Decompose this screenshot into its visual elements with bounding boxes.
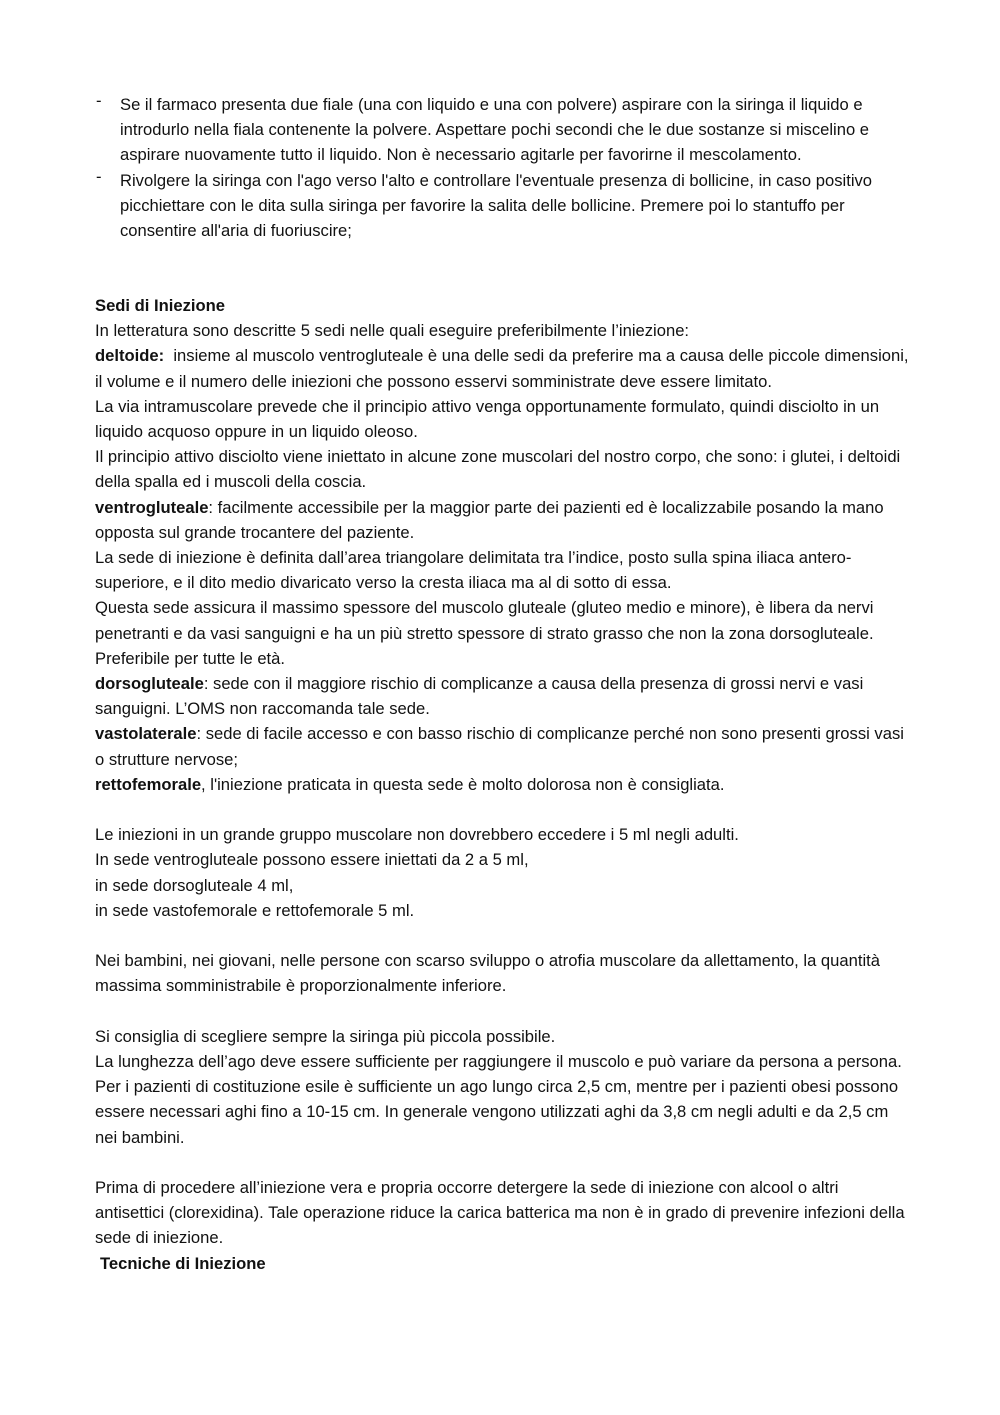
term-deltoide: deltoide:: [95, 346, 165, 366]
paragraph-ventrogluteale: [95, 495, 910, 545]
vastolaterale-text: : sede di facile accesso e con basso rischio di complicanze perché non sono presenti grossi vasi o strutture nervose;: [95, 724, 904, 769]
paragraph-via: La via intramuscolare prevede che il principio attivo venga opportunamente formulato, quindi disciolto in un liquido acquoso oppure in un liquido oleoso.: [95, 396, 880, 442]
paragraph-vastolaterale: [95, 721, 910, 771]
paragraph-dorsogluteale: [95, 671, 910, 721]
list-item: [96, 168, 896, 244]
section-heading-sedi: Sedi di Iniezione: [95, 296, 226, 315]
section-heading-tecniche: Tecniche di Iniezione: [100, 1253, 266, 1273]
paragraph-questa: Questa sede assicura il massimo spessore del muscolo gluteale (gluteo medio e minore), è libera da nervi penetranti e da vasi sanguigni e ha un più stretto spessore di strato grasso che non la zona dorsogluteale. Preferibile per tutte le età.: [95, 598, 874, 668]
term-vastolaterale: vastolaterale: [95, 724, 197, 744]
term-ventrogluteale: ventrogluteale: [95, 497, 209, 517]
bullet-text: Se il farmaco presenta due fiale (una con liquido e una con polvere) aspirare con la siringa il liquido e introdurlo nella fiala contenente la polvere. Aspettare pochi secondi che le due sostanze si miscelino e aspirare nuovamente tutto il liquido. Non è necessario agitarle per favorirne il mescolamento.: [120, 95, 870, 165]
ventrogluteale-text: : facilmente accessibile per la maggior parte dei pazienti ed è localizzabile posando la mano opposta sul grande trocantere del paziente.: [95, 497, 884, 542]
paragraph-sede: La sede di iniezione è definita dall’area triangolare delimitata tra l’indice, posto sulla spina iliaca antero-superiore, e il dito medio divaricato verso la cresta iliaca ma al di sotto di essa.: [95, 548, 852, 593]
bullet-list: [96, 92, 896, 243]
paragraph-intro: In letteratura sono descritte 5 sedi nelle quali eseguire preferibilmente l’iniezione:: [95, 321, 690, 341]
paragraph-ago: La lunghezza dell’ago deve essere sufficiente per raggiungere il muscolo e può variare da persona a persona. Per i pazienti di costituzione esile è sufficiente un ago lungo circa 2,5 cm, mentre per i pazienti obesi possono essere necessari aghi fino a 10-15 cm. In generale vengono utilizzati aghi da 3,8 cm negli adulti e da 2,5 cm nei bambini.: [95, 1052, 902, 1147]
rettofemorale-text: , l'iniezione praticata in questa sede è molto dolorosa non è consigliata.: [201, 774, 725, 794]
paragraph-prima: Prima di procedere all’iniezione vera e propria occorre detergere la sede di iniezione con alcool o altri antisettici (clorexidina). Tale operazione riduce la carica batterica ma non è in grado di prevenire infezioni della sede di iniezione.: [95, 1178, 905, 1248]
paragraph-deltoide: [95, 343, 914, 393]
paragraph-siringa: Si consiglia di scegliere sempre la siringa più piccola possibile.: [95, 1026, 556, 1046]
paragraph-volumi-2: In sede ventrogluteale possono essere iniettati da 2 a 5 ml,: [95, 850, 529, 870]
deltoide-text: insieme al muscolo ventrogluteale è una delle sedi da preferire ma a causa delle piccole dimensioni, il volume e il numero delle iniezioni che possono esservi somministrate deve essere limitato.: [95, 346, 914, 391]
term-rettofemorale: rettofemorale: [95, 774, 202, 794]
paragraph-volumi-3: in sede dorsogluteale 4 ml,: [95, 875, 294, 895]
dorsogluteale-text: : sede con il maggiore rischio di complicanze a causa della presenza di grossi nervi e vasi sanguigni. L’OMS non raccomanda tale sede.: [95, 674, 864, 719]
bullet-text: Rivolgere la siringa con l'ago verso l'alto e controllare l'eventuale presenza di bollicine, in caso positivo picchiettare con le dita sulla siringa per favorire la salita delle bollicine. Premere poi lo stantuffo per consentire all'aria di fuoriuscire;: [120, 170, 873, 241]
term-dorsogluteale: dorsogluteale: [95, 674, 204, 694]
bullet-marker: -: [96, 166, 102, 186]
paragraph-volumi-4: in sede vastofemorale e rettofemorale 5 ml.: [95, 900, 415, 920]
bullet-marker: -: [96, 91, 102, 110]
paragraph-principio: Il principio attivo disciolto viene iniettato in alcune zone muscolari del nostro corpo, che sono: i glutei, i deltoidi della spalla ed i muscoli della coscia.: [95, 447, 901, 492]
document-body: [95, 293, 914, 1276]
paragraph-bambini: Nei bambini, nei giovani, nelle persone con scarso sviluppo o atrofia muscolare da allettamento, la quantità massima somministrabile è proporzionalmente inferiore.: [95, 951, 880, 996]
paragraph-rettofemorale: [95, 772, 910, 797]
paragraph-volumi-1: Le iniezioni in un grande gruppo muscolare non dovrebbero eccedere i 5 ml negli adulti.: [95, 825, 739, 845]
list-item: [96, 92, 896, 168]
